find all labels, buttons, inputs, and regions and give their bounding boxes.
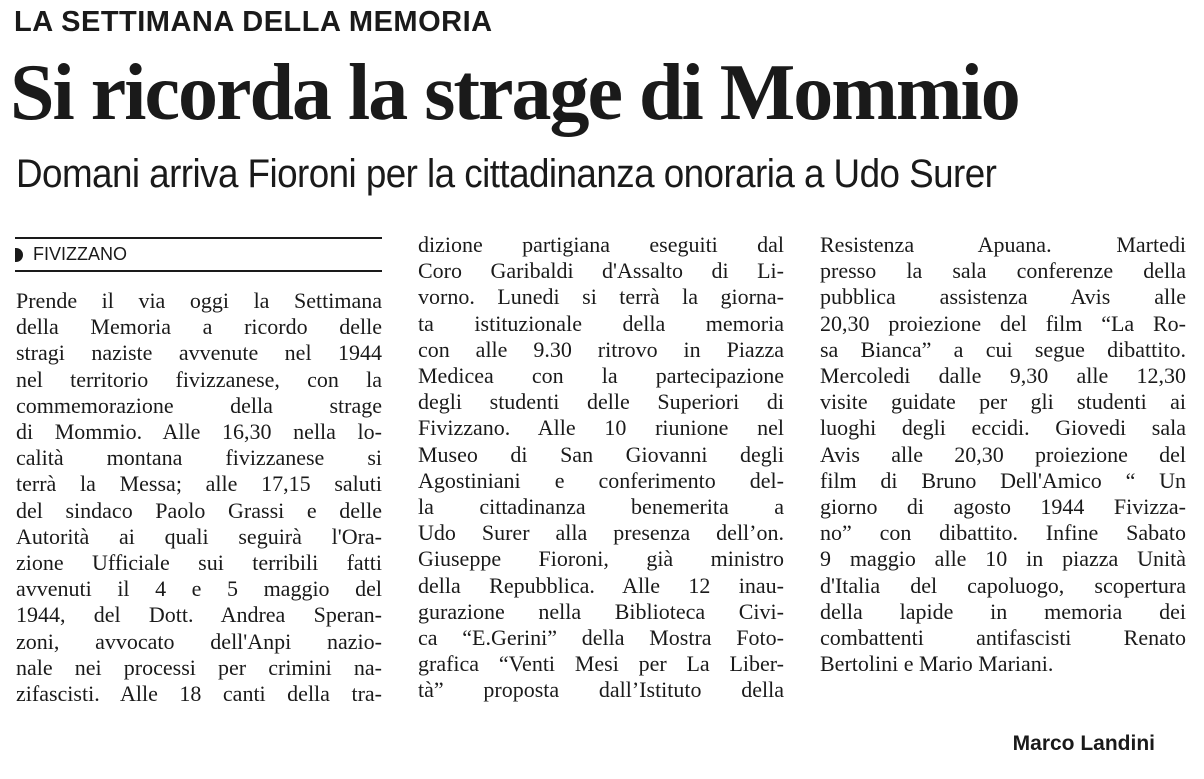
text-line: Mercoledi dalle 9,30 alle 12,30 (820, 363, 1186, 389)
text-line: degli studenti delle Superiori di (418, 389, 784, 415)
text-line: Resistenza Apuana. Martedi (820, 232, 1186, 257)
text-line: Autorità ai quali seguirà l'Ora- (16, 523, 382, 549)
text-line: no” con dibattito. Infine Sabato (820, 520, 1186, 546)
text-line: visite guidate per gli studenti ai (820, 389, 1186, 415)
text-line: Avis alle 20,30 proiezione del (820, 441, 1186, 467)
text-line: di Mommio. Alle 16,30 nella lo- (16, 419, 382, 445)
text-line: d'Italia del capoluogo, scopertura (820, 572, 1186, 598)
subheadline: Domani arriva Fioroni per la cittadinanza onoraria a Udo Surer (16, 152, 997, 196)
text-line: Prende il via oggi la Settimana (16, 288, 382, 313)
text-line: 9 maggio alle 10 in piazza Unità (820, 546, 1186, 572)
text-line: commemorazione della strage (16, 392, 382, 418)
text-line: Medicea con la partecipazione (418, 363, 784, 389)
text-line: vorno. Lunedi si terrà la giorna- (418, 284, 784, 310)
headline: Si ricorda la strage di Mommio (10, 49, 1019, 137)
text-line: la cittadinanza benemerita a (418, 494, 784, 520)
text-line: ca “E.Gerini” della Mostra Foto- (418, 625, 784, 651)
text-line: della Repubblica. Alle 12 inau- (418, 572, 784, 598)
byline: Marco Landini (1012, 732, 1155, 755)
text-line: presso la sala conferenze della (820, 258, 1186, 284)
text-line: sa Bianca” a cui segue dibattito. (820, 336, 1186, 362)
text-line: grafica “Venti Mesi per La Liber- (418, 651, 784, 677)
dateline: FIVIZZANO (33, 244, 127, 264)
text-line: Giuseppe Fioroni, già ministro (418, 546, 784, 572)
article-column-2 (418, 232, 784, 704)
text-line: nale nei processi per crimini na- (16, 654, 382, 680)
text-line: giorno di agosto 1944 Fivizza- (820, 494, 1186, 520)
text-line: avvenuti il 4 e 5 maggio del (16, 576, 382, 602)
text-line: film di Bruno Dell'Amico “ Un (820, 467, 1186, 493)
text-line: pubblica assistenza Avis alle (820, 284, 1186, 310)
article-column-1 (16, 288, 382, 707)
text-line: ta istituzionale della memoria (418, 310, 784, 336)
text-line: della lapide in memoria dei (820, 598, 1186, 624)
text-line: luoghi degli eccidi. Giovedi sala (820, 415, 1186, 441)
text-line: zifascisti. Alle 18 canti della tra- (16, 681, 382, 707)
text-line: combattenti antifascisti Renato (820, 625, 1186, 651)
text-line: Agostiniani e conferimento del- (418, 467, 784, 493)
text-line: zoni, avvocato dell'Anpi nazio- (16, 628, 382, 654)
text-line: tà” proposta dall’Istituto della (418, 677, 784, 703)
text-line: della Memoria a ricordo delle (16, 314, 382, 340)
text-line: terrà la Messa; alle 17,15 saluti (16, 471, 382, 497)
text-line: Museo di San Giovanni degli (418, 441, 784, 467)
text-line: zione Ufficiale sui terribili fatti (16, 550, 382, 576)
text-line: dizione partigiana eseguiti dal (418, 232, 784, 257)
text-line: Coro Garibaldi d'Assalto di Li- (418, 258, 784, 284)
text-line: stragi naziste avvenute nel 1944 (16, 340, 382, 366)
text-line: 20,30 proiezione del film “La Ro- (820, 310, 1186, 336)
article-column-3 (820, 232, 1186, 677)
text-line: 1944, del Dott. Andrea Speran- (16, 602, 382, 628)
text-line: calità montana fivizzanese si (16, 445, 382, 471)
text-line: del sindaco Paolo Grassi e delle (16, 497, 382, 523)
kicker: LA SETTIMANA DELLA MEMORIA (14, 6, 493, 38)
text-line: con alle 9.30 ritrovo in Piazza (418, 336, 784, 362)
dateline-marker-icon (15, 248, 23, 262)
dateline-bar (15, 237, 382, 272)
text-line: nel territorio fivizzanese, con la (16, 366, 382, 392)
text-line: Bertolini e Mario Mariani. (820, 651, 1054, 677)
text-line: Udo Surer alla presenza dell’on. (418, 520, 784, 546)
text-line: Fivizzano. Alle 10 riunione nel (418, 415, 784, 441)
text-line: gurazione nella Biblioteca Civi- (418, 598, 784, 624)
